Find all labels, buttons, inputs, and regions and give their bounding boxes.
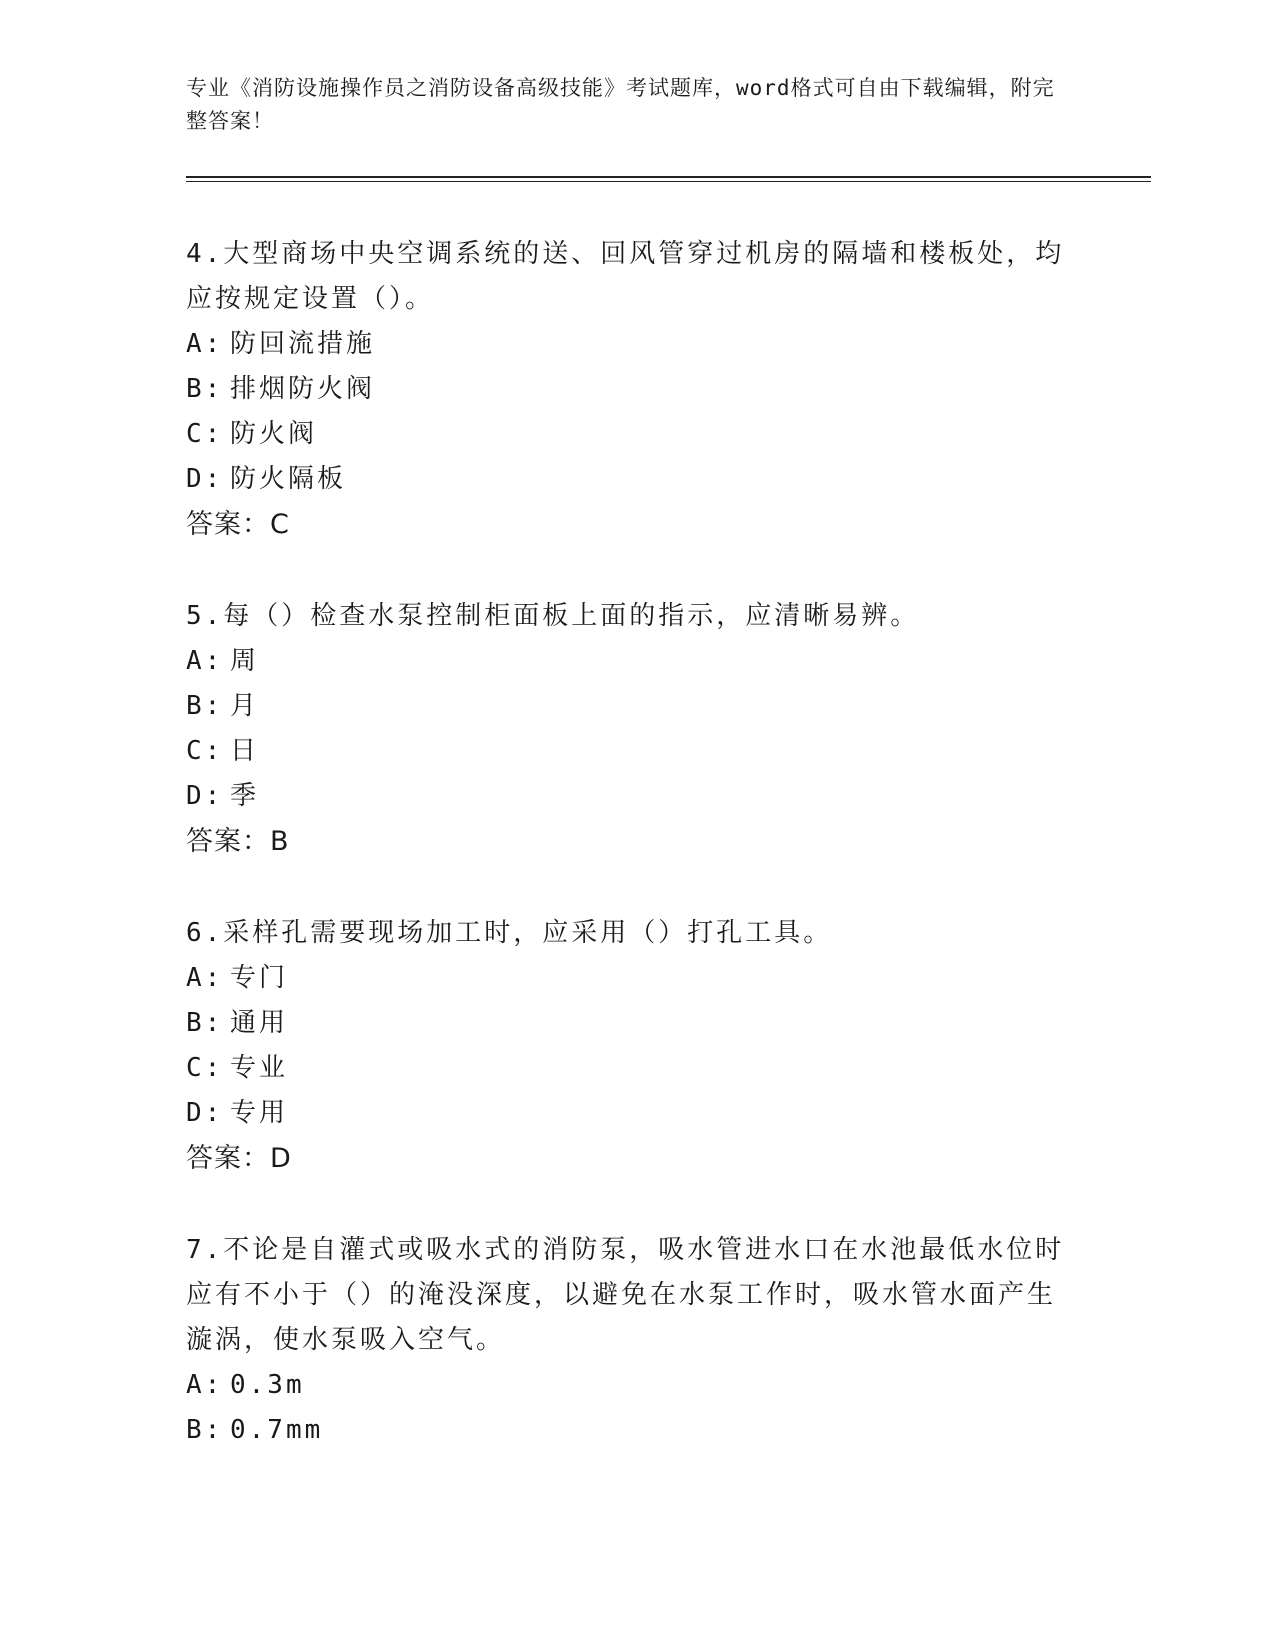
option-c <box>186 1046 1066 1091</box>
option-text: 0.7mm <box>230 1415 324 1445</box>
option-key: C: <box>186 1053 224 1083</box>
option-key: C: <box>186 419 224 449</box>
option-key: A: <box>186 329 224 359</box>
option-b <box>186 1001 1066 1046</box>
option-text: 月 <box>230 691 260 721</box>
option-d <box>186 774 1066 819</box>
option-key: B: <box>186 1008 224 1038</box>
option-key: B: <box>186 691 224 721</box>
option-text: 专门 <box>230 963 289 993</box>
option-key: D: <box>186 1098 224 1128</box>
option-text: 周 <box>230 646 260 676</box>
question-stem: 7.不论是自灌式或吸水式的消防泵，吸水管进水口在水池最低水位时应有不小于（）的淹没深度，以避免在水泵工作时，吸水管水面产生漩涡，使水泵吸入空气。 <box>186 1235 1065 1355</box>
option-b <box>186 367 1066 412</box>
question-4 <box>186 232 1066 548</box>
option-text: 防火隔板 <box>230 464 347 494</box>
option-key: B: <box>186 1415 224 1445</box>
option-text: 季 <box>230 781 260 811</box>
option-key: A: <box>186 646 224 676</box>
option-text: 日 <box>230 736 260 766</box>
option-text: 0.3m <box>230 1370 305 1400</box>
question-list <box>186 232 1066 1499</box>
question-7 <box>186 1228 1066 1453</box>
answer-line: 答案：D <box>186 1143 292 1174</box>
option-a <box>186 322 1066 367</box>
option-text: 通用 <box>230 1008 289 1038</box>
question-5 <box>186 594 1066 865</box>
option-text: 专用 <box>230 1098 289 1128</box>
option-text: 防回流措施 <box>230 329 376 359</box>
question-6 <box>186 911 1066 1182</box>
option-b <box>186 684 1066 729</box>
option-text: 专业 <box>230 1053 289 1083</box>
option-text: 防火阀 <box>230 419 318 449</box>
option-d <box>186 457 1066 502</box>
option-text: 排烟防火阀 <box>230 374 376 404</box>
option-a <box>186 1363 1066 1408</box>
option-key: B: <box>186 374 224 404</box>
answer-line: 答案：B <box>186 826 290 857</box>
answer-line: 答案：C <box>186 509 290 540</box>
option-b <box>186 1408 1066 1453</box>
option-a <box>186 956 1066 1001</box>
option-c <box>186 729 1066 774</box>
question-stem: 6.采样孔需要现场加工时，应采用（）打孔工具。 <box>186 918 833 948</box>
page-header: 专业《消防设施操作员之消防设备高级技能》考试题库，word格式可自由下载编辑，附完整答案！ <box>186 76 1055 133</box>
option-key: D: <box>186 464 224 494</box>
option-key: D: <box>186 781 224 811</box>
question-stem: 5.每（）检查水泵控制柜面板上面的指示，应清晰易辨。 <box>186 601 920 631</box>
option-key: A: <box>186 963 224 993</box>
option-key: A: <box>186 1370 224 1400</box>
option-d <box>186 1091 1066 1136</box>
option-key: C: <box>186 736 224 766</box>
header-divider <box>186 176 1151 182</box>
option-a <box>186 639 1066 684</box>
option-c <box>186 412 1066 457</box>
question-stem: 4.大型商场中央空调系统的送、回风管穿过机房的隔墙和楼板处，均应按规定设置（）。 <box>186 239 1065 314</box>
